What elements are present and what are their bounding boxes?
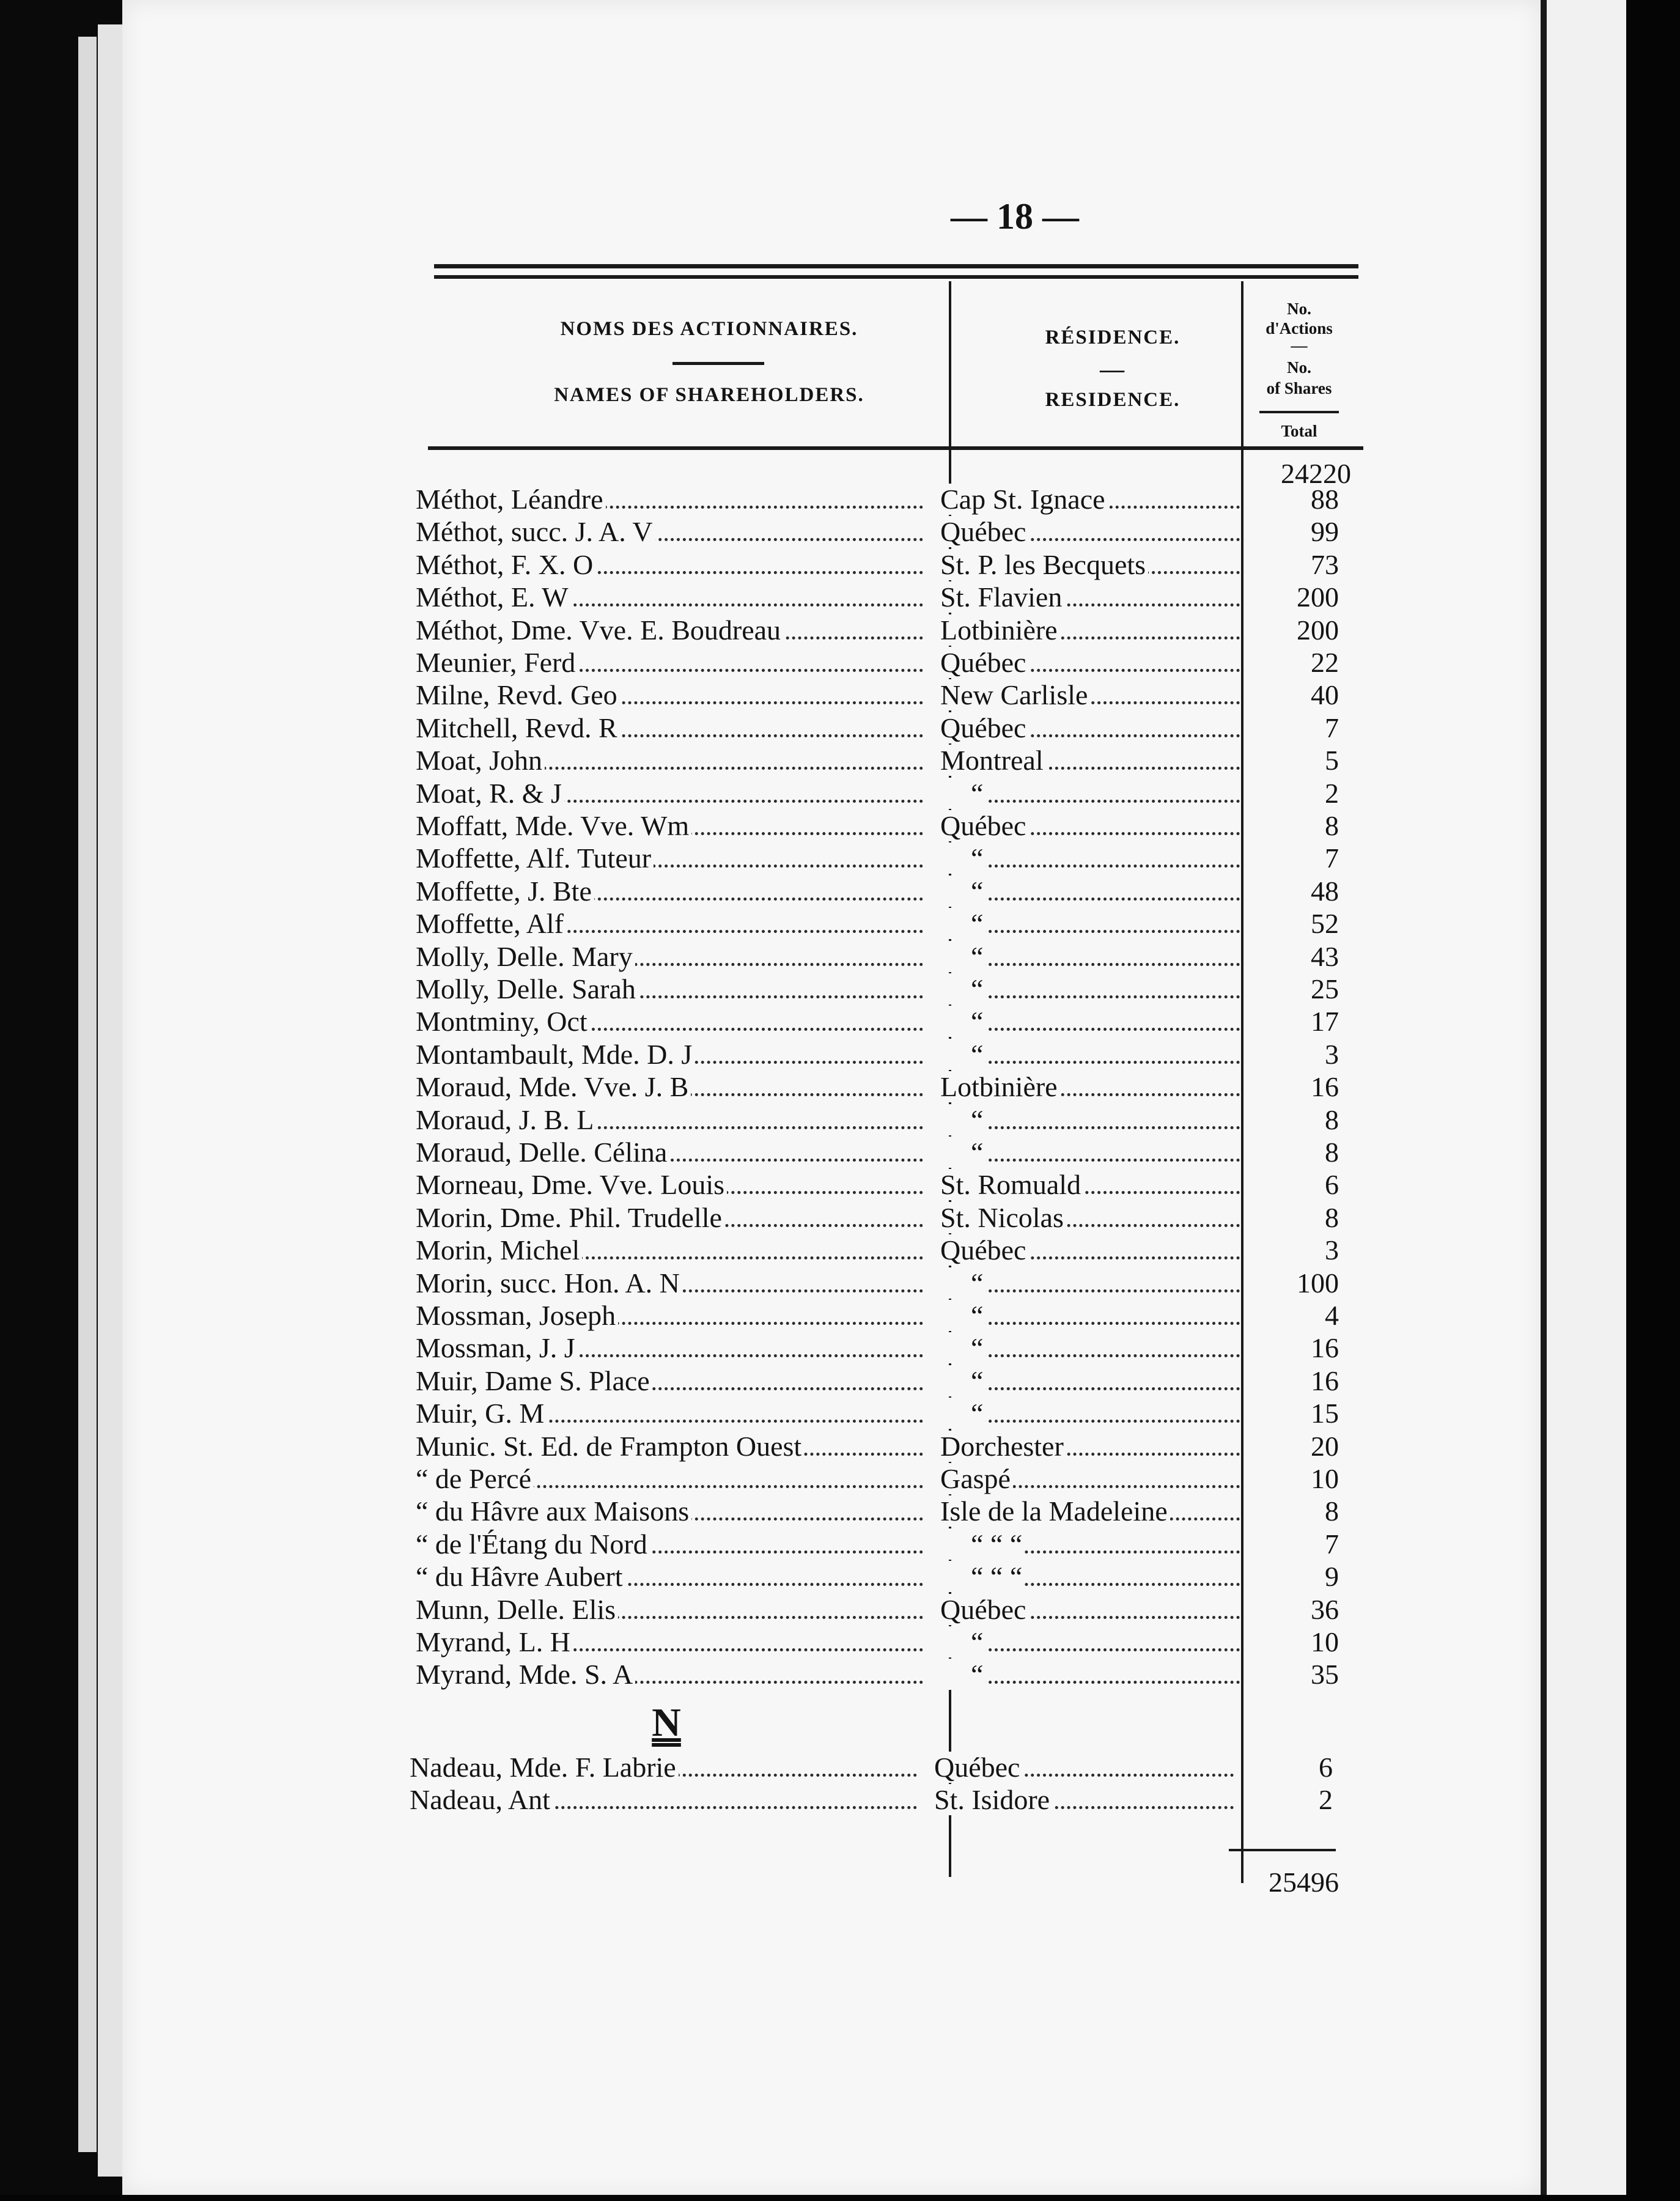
right-margin bbox=[1541, 0, 1632, 2201]
shareholder-name-text: “ du Hâvre Aubert bbox=[416, 1561, 625, 1592]
shareholder-name-text: Montminy, Oct bbox=[416, 1006, 590, 1037]
share-count: 7 bbox=[1325, 1528, 1339, 1560]
share-count: 6 bbox=[1325, 1169, 1339, 1201]
shareholder-name-text: Moffette, J. Bte bbox=[416, 876, 594, 907]
shareholder-name-text: Méthot, Dme. Vve. E. Boudreau bbox=[416, 614, 783, 646]
shareholder-name-text: Moat, John bbox=[416, 745, 545, 776]
share-count: 43 bbox=[1311, 940, 1339, 972]
share-count: 17 bbox=[1311, 1006, 1339, 1038]
residence-text: “ bbox=[940, 778, 986, 809]
shares-header-en-2: of Shares bbox=[1266, 379, 1332, 397]
residence-text: “ “ “ bbox=[940, 1561, 1025, 1592]
share-count: 3 bbox=[1325, 1234, 1339, 1266]
shareholder-name-text: Méthot, F. X. O bbox=[416, 549, 595, 580]
shareholder-name-text: Nadeau, Ant bbox=[410, 1784, 553, 1815]
residence-text: “ bbox=[940, 1365, 986, 1396]
shareholder-name-text: Munn, Delle. Elis bbox=[416, 1594, 618, 1625]
shareholder-name-text: Moffette, Alf. Tuteur bbox=[416, 842, 654, 874]
residence-text: Montreal bbox=[940, 745, 1046, 776]
page-number: — 18 — bbox=[951, 196, 1079, 237]
closing-total-rule bbox=[1229, 1849, 1336, 1851]
share-count: 36 bbox=[1311, 1593, 1339, 1625]
shareholder-name-text: Morneau, Dme. Vve. Louis bbox=[416, 1169, 727, 1200]
residence-text: St. Isidore bbox=[934, 1784, 1052, 1815]
shares-header-dash: — bbox=[1291, 336, 1308, 355]
share-count: 8 bbox=[1325, 1495, 1339, 1527]
residence-text: Dorchester bbox=[940, 1431, 1066, 1462]
shareholder-name-text: Nadeau, Mde. F. Labrie bbox=[410, 1752, 679, 1783]
share-count: 8 bbox=[1325, 810, 1339, 841]
shareholder-name-text: Muir, Dame S. Place bbox=[416, 1365, 652, 1396]
share-count: 4 bbox=[1325, 1300, 1339, 1331]
share-count: 2 bbox=[1319, 1784, 1333, 1815]
table-row bbox=[416, 1071, 1680, 1104]
shareholder-name-text: Morin, Michel bbox=[416, 1234, 582, 1266]
shareholder-name-text: Molly, Delle. Sarah bbox=[416, 973, 638, 1005]
shareholder-name-text: Moffette, Alf bbox=[416, 908, 566, 939]
residence-text: “ bbox=[940, 1398, 986, 1429]
shareholder-name-text: Molly, Delle. Mary bbox=[416, 941, 635, 972]
share-count: 35 bbox=[1311, 1659, 1339, 1690]
shareholder-name-text: Moffatt, Mde. Vve. Wm bbox=[416, 810, 691, 841]
shareholder-name-text: Moraud, Delle. Célina bbox=[416, 1137, 669, 1168]
share-count: 7 bbox=[1325, 842, 1339, 874]
table-row bbox=[416, 1430, 1680, 1463]
shareholder-name-text: Mossman, J. J bbox=[416, 1332, 578, 1363]
residence-text: “ bbox=[940, 1137, 986, 1168]
residence-text: “ bbox=[940, 1267, 986, 1299]
share-count: 52 bbox=[1311, 908, 1339, 940]
residence-text: “ bbox=[940, 973, 986, 1005]
residence-text: Québec bbox=[940, 647, 1028, 678]
residence-text: Québec bbox=[940, 1594, 1028, 1625]
residence-text: “ bbox=[940, 1659, 986, 1690]
shareholder-name-text: Moraud, Mde. Vve. J. B bbox=[416, 1071, 691, 1102]
share-count: 7 bbox=[1325, 712, 1339, 743]
share-count: 8 bbox=[1325, 1104, 1339, 1135]
share-count: 5 bbox=[1325, 745, 1339, 776]
table-row bbox=[416, 483, 1680, 516]
residence-text: “ bbox=[940, 876, 986, 907]
residence-text: “ bbox=[940, 941, 986, 972]
shareholder-name-text: Mitchell, Revd. R bbox=[416, 712, 620, 743]
residence-text: Cap St. Ignace bbox=[940, 484, 1108, 515]
table-row bbox=[416, 1201, 1680, 1234]
shareholder-name-text: Moraud, J. B. L bbox=[416, 1104, 596, 1135]
names-header-fr: NOMS DES ACTIONNAIRES. bbox=[560, 318, 858, 340]
opening-total: 24220 bbox=[1281, 458, 1351, 489]
shares-header-fr-1: No. bbox=[1287, 300, 1311, 318]
residence-text: Lotbinière bbox=[940, 614, 1060, 646]
shareholder-name-text: Munic. St. Ed. de Frampton Ouest bbox=[416, 1431, 804, 1462]
shareholder-name-text: Meunier, Ferd bbox=[416, 647, 578, 678]
section-letter: N bbox=[652, 1700, 681, 1745]
shareholder-name-text: “ de l'Étang du Nord bbox=[416, 1528, 650, 1560]
residence-text: Québec bbox=[940, 1234, 1028, 1266]
share-count: 16 bbox=[1311, 1365, 1339, 1396]
shareholder-name-text: Morin, succ. Hon. A. N bbox=[416, 1267, 682, 1299]
residence-text: St. Nicolas bbox=[940, 1202, 1066, 1233]
share-count: 100 bbox=[1297, 1267, 1339, 1299]
share-count: 15 bbox=[1311, 1398, 1339, 1429]
share-count: 16 bbox=[1311, 1332, 1339, 1364]
share-count: 6 bbox=[1319, 1752, 1333, 1783]
shareholder-name-text: Méthot, Léandre bbox=[416, 484, 606, 515]
document-page bbox=[122, 0, 1541, 2195]
residence-text: Lotbinière bbox=[940, 1071, 1060, 1102]
share-count: 20 bbox=[1311, 1430, 1339, 1462]
shareholder-name-text: Méthot, succ. J. A. V bbox=[416, 516, 655, 547]
page-edge bbox=[98, 24, 122, 2177]
residence bbox=[934, 1783, 1240, 1816]
shareholder-name-text: Mossman, Joseph bbox=[416, 1300, 618, 1331]
shareholder-name-text: Moat, R. & J bbox=[416, 778, 564, 809]
share-count: 48 bbox=[1311, 875, 1339, 907]
residence-text: St. Romuald bbox=[940, 1169, 1083, 1200]
share-count: 2 bbox=[1325, 777, 1339, 809]
residence-text: New Carlisle bbox=[940, 679, 1090, 710]
residence-text: Québec bbox=[934, 1752, 1022, 1783]
share-count: 8 bbox=[1325, 1201, 1339, 1233]
shareholder-name-text: Muir, G. M bbox=[416, 1398, 547, 1429]
residence-text: “ bbox=[940, 908, 986, 939]
table-row bbox=[416, 614, 1680, 647]
share-count: 40 bbox=[1311, 679, 1339, 711]
table-row bbox=[416, 1168, 1680, 1201]
residence-text: Québec bbox=[940, 810, 1028, 841]
share-count: 10 bbox=[1311, 1463, 1339, 1494]
table-row bbox=[410, 1751, 1680, 1784]
residence-text: St. Flavien bbox=[940, 581, 1064, 613]
shares-header-total: Total bbox=[1281, 422, 1317, 440]
residence-text: “ bbox=[940, 1300, 986, 1331]
share-count: 99 bbox=[1311, 516, 1339, 548]
shareholder-name-text: Morin, Dme. Phil. Trudelle bbox=[416, 1202, 724, 1233]
shares-header-fr-2: d'Actions bbox=[1266, 319, 1333, 337]
residence-header-dash: — bbox=[1100, 355, 1126, 383]
share-count: 9 bbox=[1325, 1561, 1339, 1593]
residence-text: “ bbox=[940, 1104, 986, 1135]
shareholder-name-text: “ de Percé bbox=[416, 1463, 534, 1494]
residence bbox=[934, 1751, 1240, 1784]
shareholder-name-text: Méthot, E. W bbox=[416, 581, 571, 613]
residence-text: Québec bbox=[940, 712, 1028, 743]
shareholder-name-text: Milne, Revd. Geo bbox=[416, 679, 620, 710]
share-count: 88 bbox=[1311, 484, 1339, 515]
scan-border bbox=[1626, 0, 1680, 2201]
residence-text: Isle de la Madeleine bbox=[940, 1495, 1170, 1527]
shareholder-name-text: Myrand, L. H bbox=[416, 1626, 573, 1657]
residence-text: Québec bbox=[940, 516, 1028, 547]
table-row bbox=[416, 1495, 1680, 1528]
share-count: 200 bbox=[1297, 614, 1339, 646]
share-count: 8 bbox=[1325, 1137, 1339, 1168]
share-count: 10 bbox=[1311, 1626, 1339, 1657]
residence-text: “ bbox=[940, 842, 986, 874]
residence-text: Gaspé bbox=[940, 1463, 1013, 1494]
closing-total: 25496 bbox=[1269, 1867, 1339, 1898]
shareholder-name-text: Myrand, Mde. S. A bbox=[416, 1659, 635, 1690]
names-header-en: NAMES OF SHAREHOLDERS. bbox=[554, 384, 864, 406]
residence-text: “ bbox=[940, 1332, 986, 1363]
table-row bbox=[416, 679, 1680, 712]
residence-text: St. P. les Becquets bbox=[940, 549, 1148, 580]
shareholder-name bbox=[410, 1783, 923, 1816]
residence-text: “ “ “ bbox=[940, 1528, 1025, 1560]
share-count: 73 bbox=[1311, 548, 1339, 580]
share-count: 16 bbox=[1311, 1071, 1339, 1103]
share-count: 200 bbox=[1297, 581, 1339, 613]
residence-header-fr: RÉSIDENCE. bbox=[1045, 326, 1181, 348]
page-edge bbox=[78, 37, 97, 2152]
residence-text: “ bbox=[940, 1039, 986, 1070]
shareholder-name-text: Montambault, Mde. D. J bbox=[416, 1039, 694, 1070]
share-count: 25 bbox=[1311, 973, 1339, 1005]
share-count: 3 bbox=[1325, 1038, 1339, 1070]
share-count: 22 bbox=[1311, 647, 1339, 678]
shares-header-en-1: No. bbox=[1287, 358, 1311, 377]
shareholder-name bbox=[410, 1751, 923, 1784]
shareholder-name-text: “ du Hâvre aux Maisons bbox=[416, 1495, 691, 1527]
scan-border bbox=[0, 2195, 1680, 2201]
residence-text: “ bbox=[940, 1626, 986, 1657]
residence-header-en: RESIDENCE. bbox=[1045, 389, 1181, 411]
residence-text: “ bbox=[940, 1006, 986, 1037]
table-row bbox=[410, 1783, 1680, 1816]
